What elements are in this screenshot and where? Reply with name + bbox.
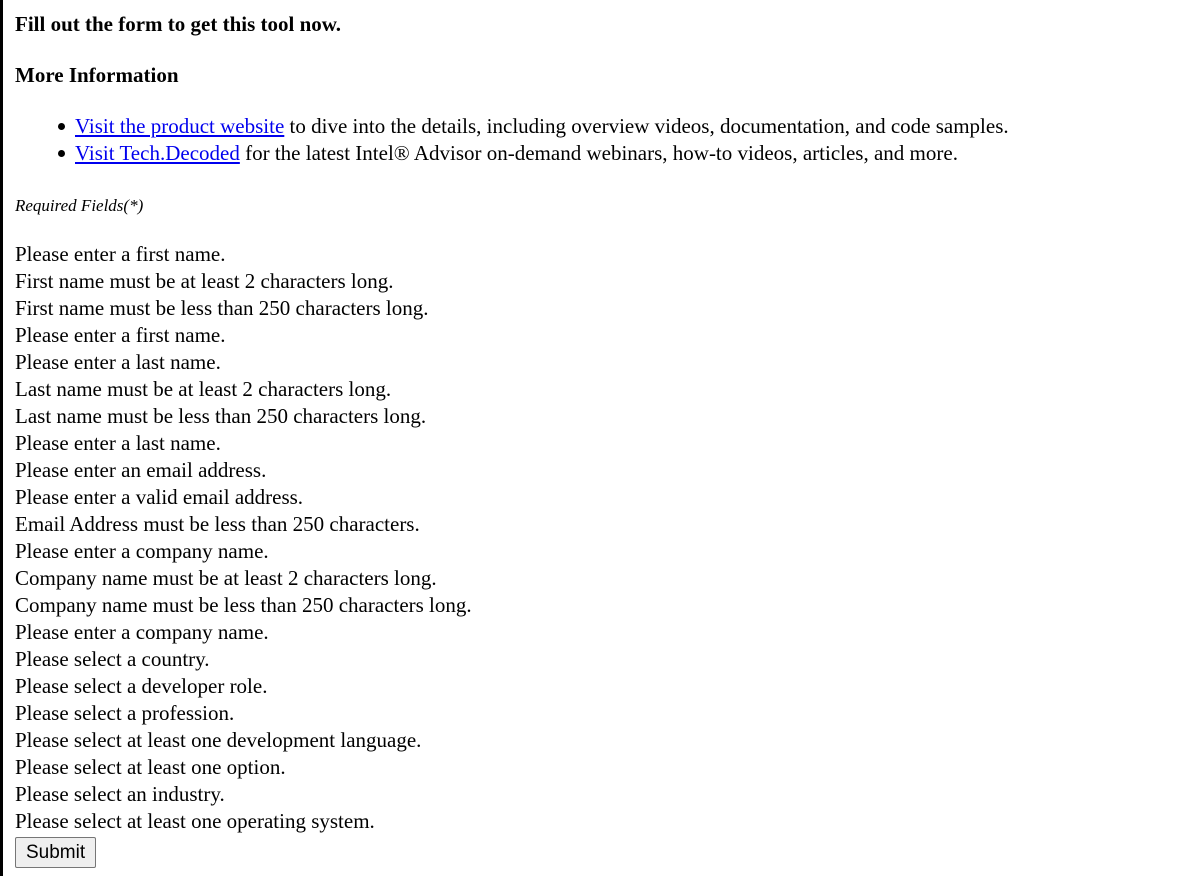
tech-decoded-link[interactable]: Visit Tech.Decoded xyxy=(75,141,240,165)
validation-message: Please enter a first name. xyxy=(15,242,226,266)
validation-message: Please select a profession. xyxy=(15,701,235,725)
validation-message: Last name must be at least 2 characters long. xyxy=(15,377,392,401)
validation-message: Please enter a company name. xyxy=(15,620,269,644)
validation-message: Please enter a last name. xyxy=(15,350,221,374)
left-border xyxy=(0,0,3,876)
validation-message: Company name must be less than 250 characters long. xyxy=(15,593,472,617)
product-website-link[interactable]: Visit the product website xyxy=(75,114,285,138)
validation-message: Please enter a valid email address. xyxy=(15,485,304,509)
required-fields-note: Required Fields(*) xyxy=(15,196,144,215)
validation-message: Please select at least one option. xyxy=(15,755,286,779)
validation-message: Last name must be less than 250 characters long. xyxy=(15,404,427,428)
bullet-icon xyxy=(58,150,65,157)
validation-message: Please select a country. xyxy=(15,647,210,671)
validation-message: Email Address must be less than 250 characters. xyxy=(15,512,420,536)
validation-message: Please enter a first name. xyxy=(15,323,226,347)
more-information-heading: More Information xyxy=(15,63,179,87)
validation-messages xyxy=(15,241,472,835)
validation-message: Please select at least one development language. xyxy=(15,728,422,752)
validation-message: First name must be at least 2 characters long. xyxy=(15,269,394,293)
validation-message: Please select a developer role. xyxy=(15,674,268,698)
validation-message: Please enter an email address. xyxy=(15,458,267,482)
list-item xyxy=(15,140,1009,167)
bullet-icon xyxy=(58,123,65,130)
list-item xyxy=(15,113,1009,140)
link-description: to dive into the details, including overview videos, documentation, and code samples. xyxy=(284,114,1009,138)
validation-message: First name must be less than 250 characters long. xyxy=(15,296,429,320)
validation-message: Please enter a company name. xyxy=(15,539,269,563)
validation-message: Please enter a last name. xyxy=(15,431,221,455)
validation-message: Please select at least one operating system. xyxy=(15,809,375,833)
submit-button[interactable]: Submit xyxy=(15,837,96,868)
info-links-list xyxy=(15,113,1009,167)
cta-heading: Fill out the form to get this tool now. xyxy=(15,12,342,36)
link-description: for the latest Intel® Advisor on-demand webinars, how-to videos, articles, and more. xyxy=(239,141,958,165)
validation-message: Please select an industry. xyxy=(15,782,225,806)
validation-message: Company name must be at least 2 characters long. xyxy=(15,566,437,590)
